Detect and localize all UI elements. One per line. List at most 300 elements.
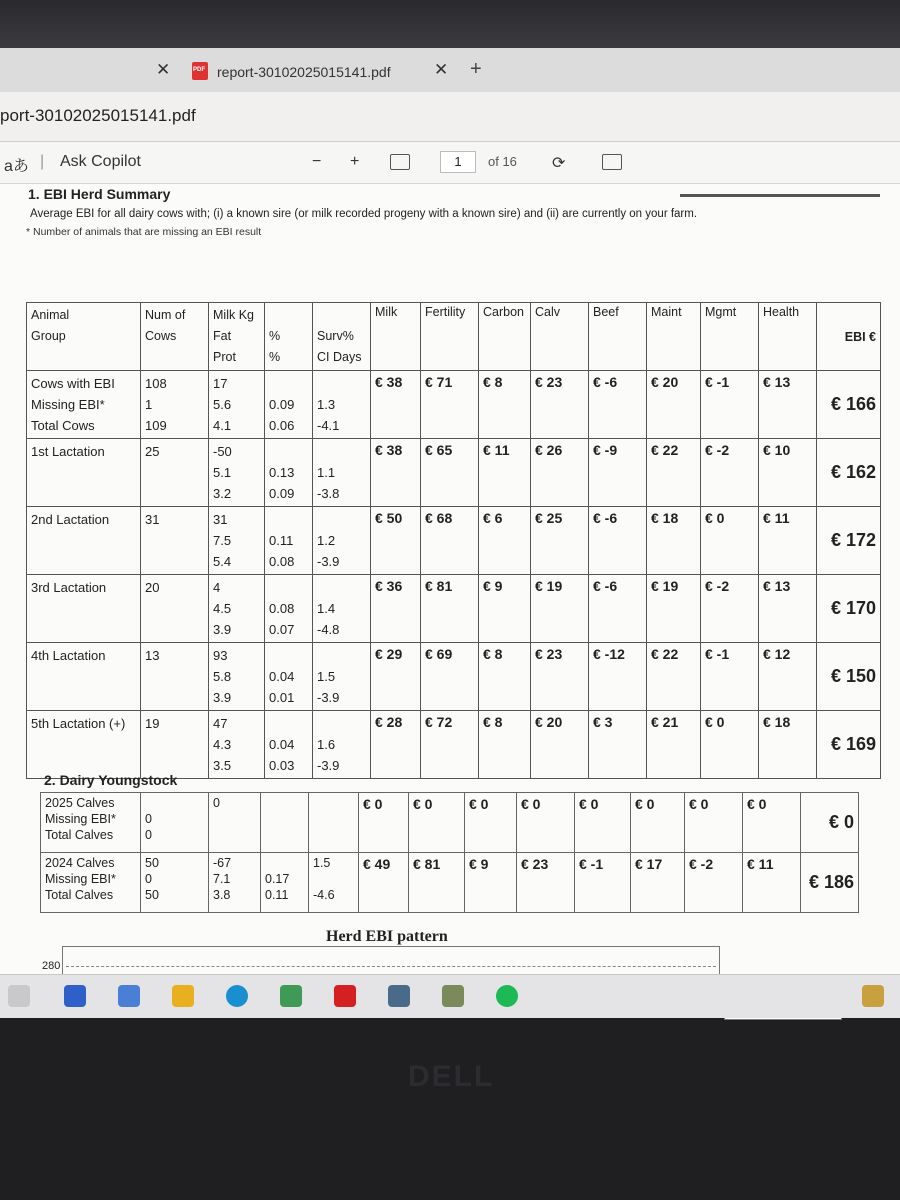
sub-index-cell <box>647 643 701 711</box>
sub-index-value: € 0 <box>705 714 725 730</box>
pct-value: 0.03 <box>269 758 295 773</box>
count-value <box>145 734 204 755</box>
count-value <box>145 530 204 551</box>
sub-index-cell <box>685 793 743 853</box>
milk-value: 3.2 <box>213 486 232 501</box>
group-cell <box>27 371 141 439</box>
sub-index-cell <box>701 643 759 711</box>
pct-value <box>265 855 304 871</box>
ebi-total: € 170 <box>830 598 876 618</box>
sub-index-value: € 0 <box>521 796 541 812</box>
close-active-tab-icon[interactable]: ✕ <box>434 60 449 79</box>
count-cell <box>141 643 209 711</box>
pct-cell <box>261 853 309 913</box>
column-header: Surv% <box>317 329 354 343</box>
sub-index-value: € -9 <box>593 442 618 458</box>
milk-value <box>213 811 256 827</box>
milk-value: 3.8 <box>213 888 231 902</box>
monitor-bezel <box>0 0 900 48</box>
sub-index-cell <box>479 439 531 507</box>
surv-value <box>317 713 366 734</box>
sub-index-value: € 38 <box>375 374 403 390</box>
milk-value: 4 <box>213 580 221 595</box>
count-value <box>145 795 204 811</box>
sub-index-cell <box>421 575 479 643</box>
sub-index-cell <box>589 507 647 575</box>
sub-index-value: € 9 <box>483 578 503 594</box>
sub-index-cell <box>421 371 479 439</box>
pct-value: 0.01 <box>269 690 295 705</box>
sub-index-cell <box>479 507 531 575</box>
pct-value: 0.11 <box>265 888 289 902</box>
pct-value <box>269 509 308 530</box>
sub-index-value: € 0 <box>579 796 599 812</box>
sub-index-cell <box>743 793 801 853</box>
ask-copilot-button[interactable]: Ask Copilot <box>60 153 141 170</box>
header-cell <box>531 303 589 371</box>
pct-cell <box>265 575 313 643</box>
sub-index-cell <box>589 439 647 507</box>
pct-cell <box>265 371 313 439</box>
count-value <box>145 619 204 640</box>
pct-value: 0.04 <box>269 737 295 752</box>
pct-value: 0.07 <box>269 622 295 637</box>
count-value: 20 <box>145 580 160 595</box>
group-label <box>31 551 136 572</box>
sub-index-cell <box>371 643 421 711</box>
column-header <box>317 305 366 326</box>
milk-value: 5.1 <box>213 465 232 480</box>
column-header: EBI € <box>844 329 876 344</box>
rotate-icon[interactable]: ⟳ <box>552 155 566 172</box>
excel-icon[interactable] <box>280 985 302 1007</box>
ebi-summary-table <box>26 302 881 779</box>
column-header: Health <box>763 305 800 319</box>
sub-index-cell <box>759 439 817 507</box>
sub-index-cell <box>531 711 589 779</box>
sub-index-cell <box>371 371 421 439</box>
sub-index-cell <box>759 711 817 779</box>
sub-index-cell <box>531 643 589 711</box>
sub-index-cell <box>647 711 701 779</box>
pct-value: 0.08 <box>269 601 295 616</box>
group-label: Total Calves <box>45 888 114 902</box>
surv-value: -3.9 <box>317 758 340 773</box>
widgets-icon[interactable] <box>8 985 30 1007</box>
column-header: Cows <box>145 329 177 343</box>
zoom-in-icon[interactable]: + <box>350 153 360 170</box>
pct-cell <box>265 439 313 507</box>
sub-index-value: € 23 <box>535 374 563 390</box>
group-label <box>31 666 136 687</box>
new-tab-icon[interactable]: + <box>470 58 482 80</box>
sub-index-value: € 12 <box>763 646 791 662</box>
group-label: Cows with EBI <box>31 376 115 391</box>
pct-value <box>265 827 304 843</box>
fit-page-icon[interactable] <box>390 154 410 170</box>
header-cell <box>589 303 647 371</box>
sub-index-value: € 10 <box>763 442 791 458</box>
pct-value: 0.06 <box>269 418 295 433</box>
surv-cell <box>313 371 371 439</box>
pct-value <box>269 441 308 462</box>
group-label: 4th Lactation <box>31 648 106 663</box>
surv-value <box>313 827 354 843</box>
photos-icon[interactable] <box>442 985 464 1007</box>
sub-index-cell <box>575 793 631 853</box>
table-row <box>27 711 881 779</box>
sub-index-value: € 0 <box>635 796 655 812</box>
sub-index-cell <box>531 575 589 643</box>
ebi-total-cell <box>801 793 859 853</box>
sub-index-cell <box>371 711 421 779</box>
spotify-icon[interactable] <box>496 985 518 1007</box>
toolbar-divider: | <box>40 153 45 170</box>
sub-index-value: € 8 <box>483 714 503 730</box>
pct-value: 0.17 <box>265 872 290 886</box>
section-1-description: Average EBI for all dairy cows with; (i) a known sire (or milk recorded progeny with a known sire) and (ii) are currently on your farm. <box>30 208 698 220</box>
chart-title: Herd EBI pattern <box>326 928 448 945</box>
milk-value: 4.5 <box>213 601 232 616</box>
ebi-total-cell <box>817 643 881 711</box>
surv-value: 1.2 <box>317 533 336 548</box>
milk-value: 93 <box>213 648 228 663</box>
store-icon[interactable] <box>64 985 86 1007</box>
surv-value: 1.5 <box>313 856 331 870</box>
weather-icon[interactable] <box>862 985 884 1007</box>
group-label <box>31 687 136 708</box>
column-header: Maint <box>651 305 682 319</box>
group-label: 5th Lactation (+) <box>31 716 126 731</box>
milk-value: 3.9 <box>213 622 232 637</box>
sub-index-value: € 71 <box>425 374 453 390</box>
app-icon[interactable] <box>388 985 410 1007</box>
count-value: 109 <box>145 418 167 433</box>
milk-value: 4.3 <box>213 737 232 752</box>
close-tab-icon[interactable]: ✕ <box>156 60 171 79</box>
group-cell <box>27 439 141 507</box>
sub-index-value: € 18 <box>763 714 791 730</box>
sub-index-value: € 13 <box>763 374 791 390</box>
surv-cell <box>313 575 371 643</box>
group-label: Total Cows <box>31 418 95 433</box>
column-header: Prot <box>213 350 236 364</box>
sub-index-cell <box>759 507 817 575</box>
surv-value: 1.5 <box>317 669 336 684</box>
count-value: 31 <box>145 512 160 527</box>
sub-index-cell <box>743 853 801 913</box>
column-header: % <box>269 329 281 343</box>
ebi-total-cell <box>801 853 859 913</box>
surv-value: -4.8 <box>317 622 340 637</box>
ebi-total: € 169 <box>830 734 876 754</box>
group-label <box>31 619 136 640</box>
sub-index-cell <box>685 853 743 913</box>
column-header: Fertility <box>425 305 466 319</box>
sub-index-value: € 65 <box>425 442 453 458</box>
group-cell <box>27 507 141 575</box>
milk-value: 3.9 <box>213 690 232 705</box>
count-value: 108 <box>145 376 167 391</box>
pct-value <box>269 577 308 598</box>
ebi-total: € 0 <box>828 812 854 832</box>
sub-index-value: € 25 <box>535 510 563 526</box>
group-label <box>31 462 136 483</box>
pct-value <box>269 645 308 666</box>
sub-index-value: € -6 <box>593 578 618 594</box>
sub-index-cell <box>589 371 647 439</box>
pct-cell <box>265 643 313 711</box>
surv-value <box>313 795 354 811</box>
group-label: Missing EBI* <box>31 397 105 412</box>
pct-cell <box>261 793 309 853</box>
count-value <box>145 483 204 504</box>
sub-index-value: € 72 <box>425 714 453 730</box>
column-header: % <box>269 350 281 364</box>
milk-cell <box>209 711 265 779</box>
count-value <box>145 687 204 708</box>
sub-index-cell <box>701 507 759 575</box>
surv-value <box>317 577 366 598</box>
sub-index-value: € -1 <box>579 856 604 872</box>
column-header: Milk <box>375 305 398 319</box>
ebi-total: € 172 <box>830 530 876 550</box>
group-cell <box>41 793 141 853</box>
count-value <box>145 598 204 619</box>
sub-index-value: € 23 <box>535 646 563 662</box>
sub-index-cell <box>647 507 701 575</box>
sub-index-cell <box>409 793 465 853</box>
document-title-bar <box>0 92 900 142</box>
sub-index-value: € 81 <box>425 578 453 594</box>
ebi-total-cell <box>817 439 881 507</box>
read-aloud-icon[interactable]: aあ <box>4 158 29 175</box>
surv-value <box>313 811 354 827</box>
sub-index-value: € 11 <box>483 442 510 458</box>
milk-cell <box>209 643 265 711</box>
sub-index-cell <box>421 711 479 779</box>
outlook-icon[interactable] <box>118 985 140 1007</box>
header-cell <box>209 303 265 371</box>
header-cell <box>817 303 881 371</box>
count-value: 0 <box>145 812 152 826</box>
youtube-icon[interactable] <box>334 985 356 1007</box>
table-row <box>27 643 881 711</box>
edge-icon[interactable] <box>226 985 248 1007</box>
sub-index-value: € 23 <box>521 856 549 872</box>
surv-value: 1.4 <box>317 601 336 616</box>
surv-cell <box>313 711 371 779</box>
count-value: 50 <box>145 888 159 902</box>
milk-value: 7.1 <box>213 872 231 886</box>
sub-index-value: € 9 <box>469 856 489 872</box>
sub-index-value: € 29 <box>375 646 403 662</box>
ebi-total-cell <box>817 371 881 439</box>
sub-index-value: € 8 <box>483 646 503 662</box>
sub-index-cell <box>479 575 531 643</box>
group-label <box>31 530 136 551</box>
surv-cell <box>313 507 371 575</box>
milk-value: 17 <box>213 376 228 391</box>
sub-index-value: € 20 <box>535 714 563 730</box>
milk-value: 47 <box>213 716 228 731</box>
sub-index-value: € 17 <box>635 856 663 872</box>
surv-value: 1.6 <box>317 737 336 752</box>
sub-index-value: € 18 <box>651 510 679 526</box>
sub-index-cell <box>631 793 685 853</box>
surv-value <box>313 871 354 887</box>
sub-index-cell <box>371 439 421 507</box>
header-cell <box>371 303 421 371</box>
header-cell <box>421 303 479 371</box>
sub-index-value: € -1 <box>705 374 730 390</box>
sub-index-cell <box>701 575 759 643</box>
sub-index-cell <box>421 643 479 711</box>
sub-index-cell <box>531 371 589 439</box>
sub-index-cell <box>465 793 517 853</box>
surv-cell <box>313 439 371 507</box>
sub-index-value: € -1 <box>705 646 730 662</box>
pct-cell <box>265 711 313 779</box>
header-cell <box>313 303 371 371</box>
table-row <box>41 793 859 853</box>
milk-value: -50 <box>213 444 232 459</box>
count-cell <box>141 439 209 507</box>
sub-index-value: € 8 <box>483 374 503 390</box>
pct-value: 0.08 <box>269 554 295 569</box>
column-header: Fat <box>213 329 232 343</box>
surv-value <box>317 441 366 462</box>
surv-value: 1.1 <box>317 465 336 480</box>
header-cell <box>479 303 531 371</box>
page-number-input[interactable]: 1 <box>440 151 476 173</box>
group-label: Missing EBI* <box>45 812 116 826</box>
header-rule <box>680 194 880 197</box>
count-value: 0 <box>145 872 152 886</box>
surv-value: -4.6 <box>313 888 335 902</box>
surv-value <box>317 373 366 394</box>
count-value: 50 <box>145 856 159 870</box>
pdf-page <box>0 184 900 974</box>
youngstock-table <box>40 792 859 913</box>
column-header: Group <box>31 329 66 343</box>
sub-index-cell <box>647 575 701 643</box>
column-header <box>269 305 308 326</box>
column-header: CI Days <box>317 350 362 364</box>
sub-index-cell <box>647 439 701 507</box>
group-label: 2025 Calves <box>45 796 115 810</box>
table-row <box>27 371 881 439</box>
sub-index-cell <box>359 853 409 913</box>
page-total: of 16 <box>488 154 517 169</box>
zoom-out-icon[interactable]: − <box>312 153 322 170</box>
milk-cell <box>209 793 261 853</box>
sub-index-cell <box>371 507 421 575</box>
sub-index-value: € 38 <box>375 442 403 458</box>
sub-index-cell <box>465 853 517 913</box>
section-1-title: 1. EBI Herd Summary <box>28 186 171 202</box>
tab-bar <box>0 48 900 92</box>
sub-index-value: € 6 <box>483 510 503 526</box>
group-cell <box>27 575 141 643</box>
sub-index-cell <box>531 439 589 507</box>
sub-index-value: € -2 <box>705 578 730 594</box>
sub-index-value: € 19 <box>651 578 679 594</box>
count-value: 19 <box>145 716 160 731</box>
screen <box>0 48 900 1018</box>
group-label: Total Calves <box>45 828 114 842</box>
sub-index-value: € 49 <box>363 856 391 872</box>
group-cell <box>41 853 141 913</box>
header-cell <box>647 303 701 371</box>
sub-index-cell <box>531 507 589 575</box>
ebi-total: € 166 <box>830 394 876 414</box>
count-cell <box>141 793 209 853</box>
header-cell <box>759 303 817 371</box>
group-label: 1st Lactation <box>31 444 105 459</box>
table-row <box>27 439 881 507</box>
tab-title[interactable]: report-30102025015141.pdf <box>217 64 391 80</box>
sub-index-value: € 50 <box>375 510 403 526</box>
column-header: Num of <box>145 308 186 322</box>
page-view-icon[interactable] <box>602 154 622 170</box>
milk-value: 7.5 <box>213 533 232 548</box>
count-value <box>145 462 204 483</box>
sub-index-value: € 0 <box>469 796 489 812</box>
sub-index-cell <box>701 439 759 507</box>
sub-index-value: € 22 <box>651 442 679 458</box>
ebi-total: € 150 <box>830 666 876 686</box>
milk-value: 31 <box>213 512 228 527</box>
sub-index-cell <box>759 643 817 711</box>
sub-index-value: € 0 <box>689 796 709 812</box>
sub-index-cell <box>359 793 409 853</box>
sub-index-cell <box>517 793 575 853</box>
document-filename: port-30102025015141.pdf <box>0 106 196 125</box>
sub-index-cell <box>479 371 531 439</box>
surv-value: -3.9 <box>317 554 340 569</box>
missing-ebi-note: * Number of animals that are missing an EBI result <box>26 226 262 238</box>
pct-value <box>269 713 308 734</box>
count-cell <box>141 853 209 913</box>
gridline <box>66 966 716 967</box>
sub-index-value: € 28 <box>375 714 403 730</box>
group-cell <box>27 643 141 711</box>
milk-value: 4.1 <box>213 418 232 433</box>
header-cell <box>701 303 759 371</box>
milk-cell <box>209 575 265 643</box>
sub-index-value: € 20 <box>651 374 679 390</box>
count-value: 1 <box>145 397 153 412</box>
milk-cell <box>209 439 265 507</box>
column-header: Animal <box>31 308 70 322</box>
sub-index-cell <box>701 371 759 439</box>
header-cell <box>265 303 313 371</box>
group-label <box>31 598 136 619</box>
sub-index-value: € -12 <box>593 646 625 662</box>
sub-index-cell <box>479 711 531 779</box>
count-cell <box>141 575 209 643</box>
sub-index-value: € 0 <box>413 796 433 812</box>
surv-cell <box>309 853 359 913</box>
sub-index-cell <box>589 643 647 711</box>
file-explorer-icon[interactable] <box>172 985 194 1007</box>
group-label: 2024 Calves <box>45 856 115 870</box>
milk-value: 5.4 <box>213 554 232 569</box>
pct-value: 0.04 <box>269 669 295 684</box>
pct-value: 0.09 <box>269 397 295 412</box>
sub-index-value: € 0 <box>747 796 767 812</box>
